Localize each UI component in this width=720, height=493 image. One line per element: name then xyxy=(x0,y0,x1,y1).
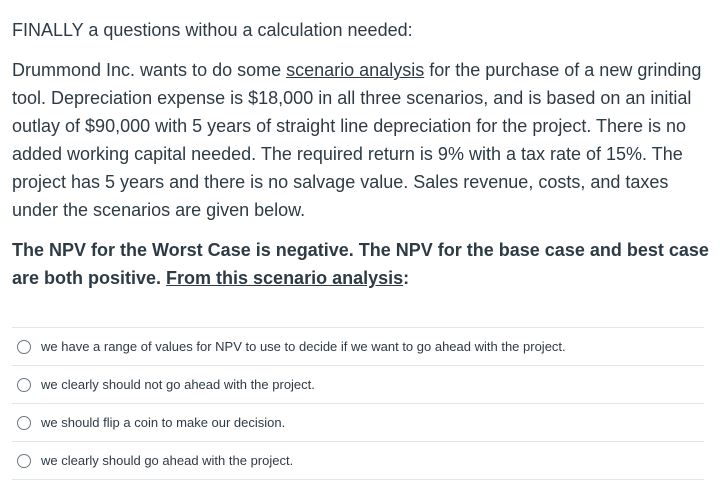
radio-button-icon[interactable] xyxy=(17,340,31,354)
answer-option-2[interactable] xyxy=(12,366,704,404)
question-emphasis-underlined: From this scenario analysis xyxy=(166,268,404,288)
radio-button-icon[interactable] xyxy=(17,378,31,392)
question-emphasis-suffix: : xyxy=(403,268,410,288)
answer-option-1[interactable] xyxy=(12,328,704,366)
answer-option-4[interactable] xyxy=(12,442,704,480)
question-body-text-2: for the purchase of a new grinding tool. Depreciation expense is $18,000 in all three scenarios, and is based on an initial outlay of $90,000 with 5 years of straight line depreciation for the project. There is no added working capital needed. The required return is 9% with a tax rate of 15%. The project has 5 years and there is no salvage value. Sales revenue, costs, and taxes under the scenarios are given below. xyxy=(12,60,702,220)
answer-option-3[interactable] xyxy=(12,404,704,442)
answer-label[interactable]: we should flip a coin to make our decision. xyxy=(41,414,286,430)
radio-button-icon[interactable] xyxy=(17,454,31,468)
answer-label[interactable]: we clearly should not go ahead with the project. xyxy=(41,376,315,392)
answer-list xyxy=(12,327,704,480)
question-emphasis-text: The NPV for the Worst Case is negative. The NPV for the base case and best case are both positive. xyxy=(12,240,709,288)
answer-label[interactable]: we have a range of values for NPV to use to decide if we want to go ahead with the project. xyxy=(41,338,566,354)
question-body-text-1: Drummond Inc. wants to do some xyxy=(12,60,287,80)
question-emphasis xyxy=(12,236,710,292)
question-intro: FINALLY a questions withou a calculation needed: xyxy=(12,20,413,40)
answer-label[interactable]: we clearly should go ahead with the project. xyxy=(41,452,294,468)
scenario-analysis-text: scenario analysis xyxy=(286,60,425,80)
radio-button-icon[interactable] xyxy=(17,416,31,430)
question-body xyxy=(12,56,710,224)
